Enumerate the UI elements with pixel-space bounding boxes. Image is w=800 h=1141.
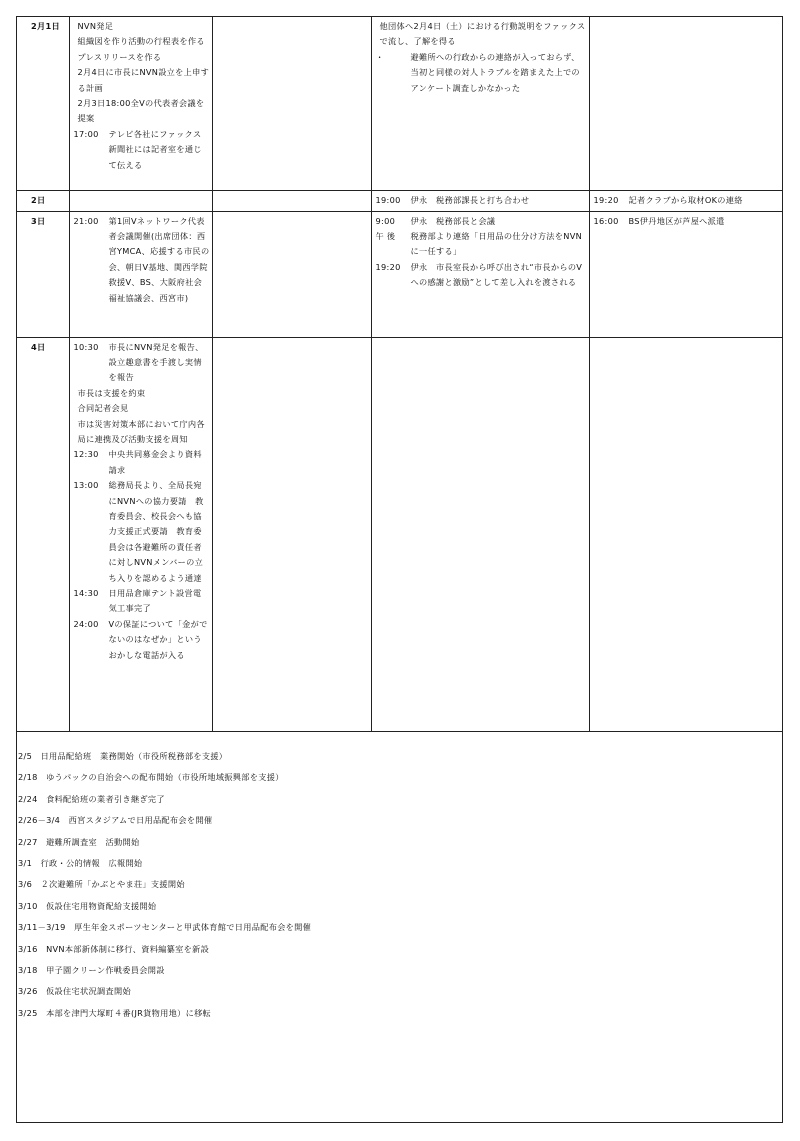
entry-text: 2月4日に市長にNVN設立を上申する計画 <box>77 67 210 93</box>
timeline-entry <box>594 193 781 208</box>
column-2-cell <box>212 190 371 211</box>
entry-text: 日用品倉庫テント設営電気工事完了 <box>108 588 202 614</box>
entry-text: 伊永 市長室長から呼び出され“市長からのVへの感謝と激励”として差し入れを渡される <box>410 261 583 288</box>
column-2-cell <box>212 17 371 190</box>
entry-time: 19:20 <box>593 194 619 205</box>
entry-text: 組織図を作り活動の行程表を作る <box>77 36 205 47</box>
entry-time: 9:00 <box>375 215 396 226</box>
milestone-item: 2/24 食料配給班の業者引き継ぎ完了 <box>18 793 165 804</box>
entry-text: 避難所への行政からの連絡が入っておらず、当初と同様の対人トラブルを踏まえた上でのアンケート調査しかなかった <box>410 51 580 93</box>
row-feb-2 <box>17 190 782 211</box>
entry-text: 税務部より連絡「日用品の仕分け方法をNVNに一任する」 <box>410 230 583 257</box>
milestone-item: 2/18 ゆうパックの自治会への配布開始（市役所地域振興部を支援） <box>18 772 284 783</box>
timeline-entry <box>74 586 210 617</box>
entry-text: 市長にNVN発足を報告、設立趣意書を手渡し実情を報告 <box>108 341 204 383</box>
timeline-entry <box>376 214 587 229</box>
entry-time: 13:00 <box>73 480 99 491</box>
milestone-item: 2/5 日用品配給班 業務開始（市役所税務部を支援） <box>18 751 228 761</box>
milestone-item: 3/26 仮設住宅状況調査開始 <box>18 986 131 997</box>
entry-text: 記者クラブから取材OKの連絡 <box>628 194 743 205</box>
timeline-entry <box>74 417 210 448</box>
timeline-entry <box>594 214 781 229</box>
entry-text: BS伊丹地区が芦屋へ派遣 <box>628 215 725 226</box>
entry-time: 12:30 <box>73 449 99 460</box>
entry-text: テレビ各社にファックス新聞社には記者室を通じて伝える <box>108 128 202 170</box>
timeline-entry <box>74 50 210 65</box>
entry-text: 伊永 税務部課長と打ち合わせ <box>410 194 530 205</box>
column-4-cell <box>589 17 782 190</box>
timeline-entry <box>74 34 210 49</box>
entry-text: 第1回Vネットワーク代表者会議開催(出席団体：西宮YMCA、応援する市民の会、朝日V基地、関西学院救援V、BS、大阪府社会福祉協議会、西宮市) <box>108 215 210 303</box>
milestone-item: 3/18 甲子園クリーン作戦委員会開設 <box>18 964 165 975</box>
column-4-cell <box>589 190 782 211</box>
column-2-cell <box>212 211 371 337</box>
entry-time: 19:00 <box>375 194 401 205</box>
entry-text: NVN発足 <box>77 21 114 31</box>
entry-text: 合同記者会見 <box>77 403 129 414</box>
milestone-item: 3/10 仮設住宅用物資配給支援開始 <box>18 900 157 911</box>
milestone-item: 3/11－3/19 厚生年金スポーツセンターと甲武体育館で日用品配布会を開催 <box>18 922 312 933</box>
entry-text: 2月3日18:00全Vの代表者会議を提案 <box>77 98 205 124</box>
timeline-entry <box>376 50 587 96</box>
entry-text: 伊永 税務部長と会議 <box>410 215 496 226</box>
column-3-cell <box>371 17 589 190</box>
entry-time: 10:30 <box>73 341 99 352</box>
entry-text: 他団体へ2月4日（土）における行動説明をファックスで流し、了解を得る <box>379 21 586 47</box>
milestone-list <box>18 750 758 1028</box>
entry-time: 14:30 <box>73 588 99 598</box>
entry-time: 16:00 <box>593 215 619 226</box>
entry-text: 総務局長より、全局長宛にNVNへの協力要請 教育委員会、校長会へも協力支援正式要請 教育委員会は各避難所の責任者に対しNVNメンバーの立ち入りを認めるよう通達 <box>108 480 204 583</box>
nvn-cell <box>69 17 212 190</box>
milestone-item: 3/1 行政・公的情報 広報開始 <box>18 857 143 868</box>
column-3-cell <box>371 190 589 211</box>
timeline-entry <box>74 96 210 127</box>
milestone-item: 3/16 NVN本部新体制に移行、資料編纂室を新設 <box>18 943 210 954</box>
entry-time: 24:00 <box>73 618 99 629</box>
timeline-entry <box>74 478 210 586</box>
timeline-entry <box>74 127 210 173</box>
entry-time: 午 後 <box>375 230 396 241</box>
row-feb-1 <box>17 17 782 190</box>
entry-time: 17:00 <box>73 128 99 139</box>
milestone-item: 3/6 ２次避難所「かぶとやま荘」支援開始 <box>18 879 185 890</box>
timeline-entry <box>74 19 210 34</box>
timeline-entry <box>74 65 210 96</box>
milestone-item: 2/26－3/4 西宮スタジアムで日用品配布会を開催 <box>18 815 213 826</box>
entry-time: ・ <box>375 51 384 62</box>
timeline-entry <box>74 617 210 663</box>
entry-time: 19:20 <box>375 261 401 272</box>
entry-text: 市は災害対策本部において庁内各局に連携及び活動支援を周知 <box>77 418 205 444</box>
column-3-cell <box>371 211 589 337</box>
timeline-entry <box>74 214 210 306</box>
column-4-cell <box>589 337 782 731</box>
column-2-cell <box>212 337 371 731</box>
entry-text: 市長は支援を約束 <box>77 387 146 398</box>
timeline-entry <box>74 386 210 401</box>
timeline-entry <box>376 193 587 208</box>
nvn-cell <box>69 337 212 731</box>
date-cell: 3日 <box>17 211 69 337</box>
column-3-cell <box>371 337 589 731</box>
date-cell: 4日 <box>17 337 69 731</box>
entry-time: 21:00 <box>73 215 99 226</box>
timeline-entry <box>376 19 587 50</box>
row-feb-4 <box>17 337 782 731</box>
nvn-cell <box>69 190 212 211</box>
timeline-entry <box>376 229 587 260</box>
milestone-item: 3/25 本部を津門大塚町４番(JR貨物用地）に移転 <box>18 1007 212 1018</box>
timeline-entry <box>74 447 210 478</box>
nvn-cell <box>69 211 212 337</box>
row-feb-3 <box>17 211 782 337</box>
timeline-entry <box>74 401 210 416</box>
timeline-table <box>17 17 782 732</box>
timeline-entry <box>376 260 587 291</box>
entry-text: プレスリリースを作る <box>77 51 162 62</box>
entry-text: Vの保証について「金がでないのはなぜか」というおかしな電話が入る <box>108 618 208 660</box>
date-cell: 2月1日 <box>17 17 69 190</box>
column-4-cell <box>589 211 782 337</box>
milestone-item: 2/27 避難所調査室 活動開始 <box>18 836 140 847</box>
timeline-entry <box>74 340 210 386</box>
date-cell: 2日 <box>17 190 69 211</box>
entry-text: 中央共同募金会より資料請求 <box>108 449 202 475</box>
